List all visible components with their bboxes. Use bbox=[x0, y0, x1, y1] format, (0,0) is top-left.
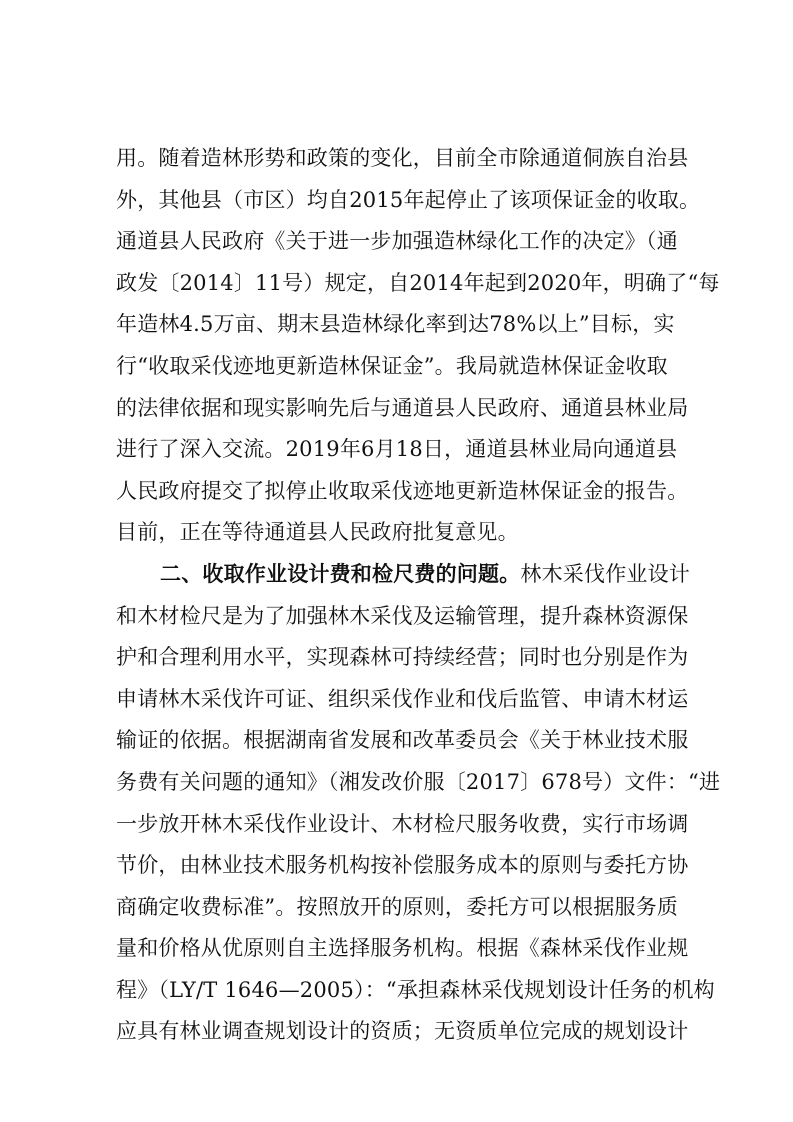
body-text bbox=[116, 138, 721, 1053]
text-line: 通道县人民政府《关于进一步加强造林绿化工作的决定》（通 bbox=[116, 229, 678, 254]
text-line: 护和合理利用水平，实现森林可持续经营；同时也分别是作为 bbox=[116, 645, 689, 670]
text-line: 务费有关问题的通知》（湘发改价服〔2017〕678号）文件：“进 bbox=[116, 769, 721, 794]
section-heading: 二、收取作业设计费和检尺费的问题。 bbox=[160, 561, 521, 586]
text-line: 政发〔2014〕11号）规定，自2014年起到2020年，明确了“每 bbox=[116, 270, 720, 295]
text-line: 和木材检尺是为了加强林木采伐及运输管理，提升森林资源保 bbox=[116, 603, 689, 628]
text-line: 外，其他县（市区）均自2015年起停止了该项保证金的收取。 bbox=[116, 187, 701, 212]
text-line: 目前，正在等待通道县人民政府批复意见。 bbox=[116, 520, 519, 545]
text-line: 进行了深入交流。2019年6月18日，通道县林业局向通道县 bbox=[116, 437, 678, 462]
text-line: 应具有林业调查规划设计的资质；无资质单位完成的规划设计 bbox=[116, 1019, 689, 1044]
section-heading-continuation: 林木采伐作业设计 bbox=[520, 561, 691, 586]
text-line: 量和价格从优原则自主选择服务机构。根据《森林采伐作业规 bbox=[116, 936, 689, 961]
text-line: 人民政府提交了拟停止收取采伐迹地更新造林保证金的报告。 bbox=[116, 478, 689, 503]
text-line: 的法律依据和现实影响先后与通道县人民政府、通道县林业局 bbox=[116, 395, 689, 420]
text-line: 用。随着造林形势和政策的变化，目前全市除通道侗族自治县 bbox=[116, 146, 689, 170]
text-line: 一步放开林木采伐作业设计、木材检尺服务收费，实行市场调 bbox=[116, 811, 689, 836]
text-line: 申请林木采伐许可证、组织采伐作业和伐后监管、申请木材运 bbox=[116, 686, 689, 711]
text-line: 节价，由林业技术服务机构按补偿服务成本的原则与委托方协 bbox=[116, 853, 689, 878]
text-line: 商确定收费标准”。按照放开的原则，委托方可以根据服务质 bbox=[116, 894, 679, 919]
text-line: 程》（LY/T 1646—2005）：“承担森林采伐规划设计任务的机构 bbox=[116, 977, 715, 1002]
section-heading-line bbox=[116, 554, 691, 596]
text-line: 年造林4.5万亩、期末县造林绿化率到达78%以上”目标，实 bbox=[116, 312, 675, 337]
text-line: 输证的依据。根据湖南省发展和改革委员会《关于林业技术服 bbox=[116, 728, 689, 753]
text-line: 行“收取采伐迹地更新造林保证金”。我局就造林保证金收取 bbox=[116, 353, 668, 378]
